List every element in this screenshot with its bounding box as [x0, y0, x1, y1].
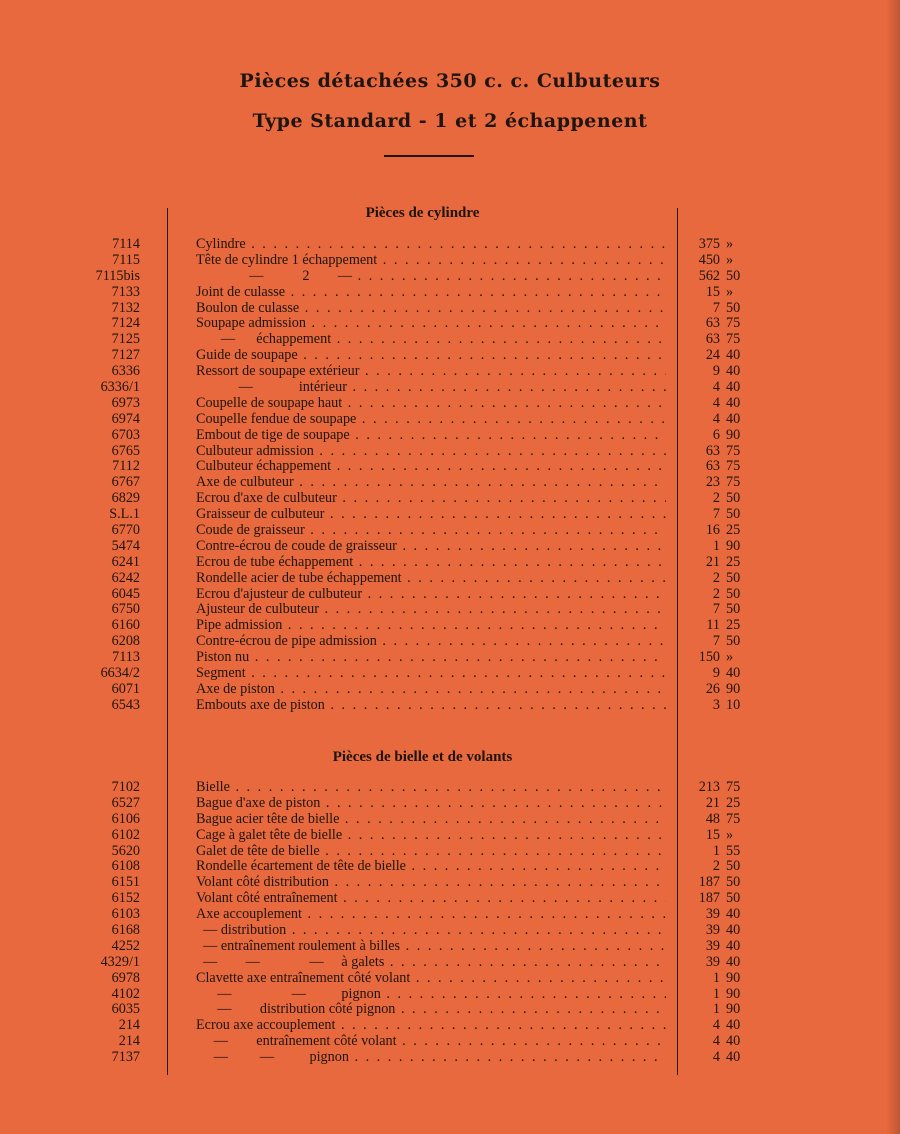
part-description: — entraînement côté volant . . . — [196, 1034, 666, 1050]
price-centimes: 40 — [726, 410, 741, 427]
price-francs: 187 — [698, 874, 720, 891]
price-francs: 11 — [706, 617, 720, 634]
price-francs: 2 — [712, 858, 720, 875]
table-row — [0, 428, 900, 444]
table-row — [0, 412, 900, 428]
price-centimes: 40 — [726, 665, 741, 682]
table-row — [0, 875, 900, 891]
part-number: 6108 — [111, 858, 140, 875]
price-centimes: » — [726, 236, 734, 252]
table-row — [0, 666, 900, 682]
part-description: Galet de tête de bielle . . . — [196, 844, 666, 860]
table-row — [0, 844, 900, 860]
part-description: Ecrou axe accouplement . . . — [196, 1018, 666, 1034]
part-number: 4329/1 — [100, 953, 140, 970]
price-centimes: 75 — [726, 331, 741, 348]
part-number: 7124 — [111, 315, 140, 332]
price-francs: 63 — [705, 458, 720, 475]
price-francs: 2 — [712, 569, 720, 586]
table-row — [0, 780, 900, 796]
price-centimes: 50 — [726, 267, 741, 284]
price-centimes: 75 — [726, 474, 741, 491]
part-number: 7102 — [111, 779, 140, 795]
table-row — [0, 491, 900, 507]
price-centimes: 40 — [726, 937, 741, 954]
price-centimes: » — [726, 283, 734, 300]
part-description: Bague d'axe de piston . . . — [196, 796, 666, 812]
table-row — [0, 539, 900, 555]
part-description: Axe de piston . . . — [196, 682, 666, 698]
table-row — [0, 348, 900, 364]
table-row — [0, 1018, 900, 1034]
price-centimes: 25 — [726, 617, 741, 634]
table-row — [0, 459, 900, 475]
price-francs: 39 — [705, 937, 720, 954]
price-francs: 6 — [712, 426, 720, 443]
part-number: 6767 — [111, 474, 140, 491]
price-francs: 1 — [712, 537, 720, 554]
price-centimes: 40 — [726, 363, 741, 380]
price-centimes: 75 — [726, 779, 741, 795]
part-number: 214 — [118, 1017, 140, 1034]
table-row — [0, 987, 900, 1003]
price-francs: 7 — [712, 633, 720, 650]
price-centimes: 25 — [726, 522, 741, 539]
part-number: 6765 — [111, 442, 140, 459]
price-francs: 7 — [712, 299, 720, 316]
part-description: Volant côté distribution . . . — [196, 875, 666, 891]
price-centimes: 90 — [726, 985, 741, 1002]
price-centimes: 50 — [726, 569, 741, 586]
title-divider — [384, 155, 474, 157]
part-description: — 2 — . . . — [196, 269, 666, 285]
price-centimes: 50 — [726, 858, 741, 875]
table-row — [0, 396, 900, 412]
price-francs: 4 — [712, 379, 720, 396]
page-subtitle: Type Standard - 1 et 2 échappenent — [252, 110, 648, 132]
price-francs: 7 — [712, 601, 720, 618]
price-francs: 562 — [698, 267, 720, 284]
part-description: Embout de tige de soupape . . . — [196, 428, 666, 444]
table-row — [0, 650, 900, 666]
part-description: Graisseur de culbuteur . . . — [196, 507, 666, 523]
table-row — [0, 316, 900, 332]
price-francs: 1 — [712, 985, 720, 1002]
part-description: Axe de culbuteur . . . — [196, 475, 666, 491]
price-centimes: 10 — [726, 696, 741, 713]
part-description: Embouts axe de piston . . . — [196, 698, 666, 714]
price-francs: 2 — [712, 490, 720, 507]
price-francs: 63 — [705, 331, 720, 348]
part-description: Clavette axe entraînement côté volant . . . — [196, 971, 666, 987]
part-number: 7127 — [111, 347, 140, 364]
price-francs: 23 — [705, 474, 720, 491]
table-row — [0, 923, 900, 939]
part-description: Joint de culasse . . . — [196, 285, 666, 301]
price-centimes: 50 — [726, 601, 741, 618]
part-number: 6974 — [111, 410, 140, 427]
part-number: 5620 — [111, 842, 140, 859]
price-centimes: 90 — [726, 537, 741, 554]
price-centimes: 50 — [726, 874, 741, 891]
part-number: 6152 — [111, 890, 140, 907]
part-description: Pipe admission . . . — [196, 618, 666, 634]
part-number: S.L.1 — [109, 506, 140, 523]
price-centimes: 40 — [726, 922, 741, 939]
part-number: 6543 — [111, 696, 140, 713]
part-number: 6151 — [111, 874, 140, 891]
price-francs: 24 — [705, 347, 720, 364]
table-row — [0, 444, 900, 460]
part-number: 7112 — [112, 458, 140, 475]
table-row — [0, 364, 900, 380]
price-francs: 1 — [712, 1001, 720, 1018]
price-francs: 9 — [712, 363, 720, 380]
price-francs: 9 — [712, 665, 720, 682]
part-number: 6035 — [111, 1001, 140, 1018]
price-francs: 15 — [705, 826, 720, 843]
table-row — [0, 301, 900, 317]
table-row — [0, 1002, 900, 1018]
price-centimes: 40 — [726, 394, 741, 411]
table-row — [0, 955, 900, 971]
part-description: Rondelle acier de tube échappement . . . — [196, 571, 666, 587]
price-francs: 7 — [712, 506, 720, 523]
price-francs: 213 — [698, 779, 720, 795]
part-description: Coupelle de soupape haut . . . — [196, 396, 666, 412]
part-number: 6103 — [111, 906, 140, 923]
price-centimes: 50 — [726, 890, 741, 907]
table-row — [0, 796, 900, 812]
table-row — [0, 507, 900, 523]
table-row — [0, 253, 900, 269]
table-row — [0, 698, 900, 714]
price-centimes: 50 — [726, 585, 741, 602]
part-number: 7125 — [111, 331, 140, 348]
price-centimes: 50 — [726, 506, 741, 523]
price-centimes: 25 — [726, 553, 741, 570]
table-row — [0, 812, 900, 828]
table-row — [0, 380, 900, 396]
section-heading-connecting-rod: Pièces de bielle et de volants — [332, 749, 513, 765]
price-centimes: » — [726, 649, 734, 666]
table-row — [0, 634, 900, 650]
price-centimes: 90 — [726, 680, 741, 697]
part-number: 6978 — [111, 969, 140, 986]
table-row — [0, 237, 900, 253]
table-row — [0, 555, 900, 571]
part-number: 5474 — [111, 537, 140, 554]
part-description: — échappement . . . — [196, 332, 666, 348]
price-centimes: 75 — [726, 810, 741, 827]
part-description: Ecrou de tube échappement . . . — [196, 555, 666, 571]
table-row — [0, 828, 900, 844]
table-row — [0, 475, 900, 491]
part-number: 7115bis — [95, 267, 140, 284]
table-row — [0, 332, 900, 348]
part-description: Cylindre . . . — [196, 237, 666, 253]
price-francs: 26 — [705, 680, 720, 697]
price-centimes: 90 — [726, 1001, 741, 1018]
part-description: — intérieur . . . — [196, 380, 666, 396]
part-number: 7115 — [112, 251, 140, 268]
part-description: Bague acier tête de bielle . . . — [196, 812, 666, 828]
price-centimes: 50 — [726, 490, 741, 507]
page-title: Pièces détachées 350 c. c. Culbuteurs — [239, 70, 661, 92]
price-centimes: 40 — [726, 1049, 741, 1066]
price-francs: 39 — [705, 922, 720, 939]
part-description: — — pignon . . . — [196, 1050, 666, 1066]
parts-table-connecting-rod — [0, 780, 900, 1066]
part-description: Volant côté entraînement . . . — [196, 891, 666, 907]
price-centimes: 90 — [726, 426, 741, 443]
price-francs: 1 — [712, 842, 720, 859]
price-francs: 39 — [705, 906, 720, 923]
price-centimes: 40 — [726, 953, 741, 970]
part-description: — — pignon . . . — [196, 987, 666, 1003]
part-description: Bielle . . . — [196, 780, 666, 796]
part-description: — distribution . . . — [196, 923, 666, 939]
price-francs: 4 — [712, 1033, 720, 1050]
price-francs: 63 — [705, 442, 720, 459]
price-francs: 450 — [698, 251, 720, 268]
part-description: Contre-écrou de coude de graisseur . . . — [196, 539, 666, 555]
part-number: 6071 — [111, 680, 140, 697]
price-francs: 375 — [698, 236, 720, 252]
part-description: Boulon de culasse . . . — [196, 301, 666, 317]
price-francs: 21 — [705, 794, 720, 811]
part-description: Piston nu . . . — [196, 650, 666, 666]
price-francs: 4 — [712, 410, 720, 427]
price-francs: 187 — [698, 890, 720, 907]
price-francs: 48 — [705, 810, 720, 827]
price-centimes: » — [726, 826, 734, 843]
part-description: Culbuteur échappement . . . — [196, 459, 666, 475]
part-number: 6770 — [111, 522, 140, 539]
table-row — [0, 269, 900, 285]
price-centimes: 40 — [726, 1033, 741, 1050]
part-description: Contre-écrou de pipe admission . . . — [196, 634, 666, 650]
table-row — [0, 571, 900, 587]
price-centimes: 90 — [726, 969, 741, 986]
part-number: 6336/1 — [100, 379, 140, 396]
price-centimes: 55 — [726, 842, 741, 859]
part-number: 6829 — [111, 490, 140, 507]
table-row — [0, 891, 900, 907]
part-description: Ressort de soupape extérieur . . . — [196, 364, 666, 380]
part-number: 6973 — [111, 394, 140, 411]
part-number: 6634/2 — [100, 665, 140, 682]
part-number: 214 — [118, 1033, 140, 1050]
part-number: 7137 — [111, 1049, 140, 1066]
price-francs: 16 — [705, 522, 720, 539]
part-description: Ecrou d'ajusteur de culbuteur . . . — [196, 587, 666, 603]
price-francs: 1 — [712, 969, 720, 986]
price-francs: 4 — [712, 1049, 720, 1066]
part-number: 6045 — [111, 585, 140, 602]
part-number: 6102 — [111, 826, 140, 843]
part-description: Ajusteur de culbuteur . . . — [196, 602, 666, 618]
table-row — [0, 939, 900, 955]
price-francs: 15 — [705, 283, 720, 300]
part-number: 7132 — [111, 299, 140, 316]
price-francs: 39 — [705, 953, 720, 970]
table-row — [0, 618, 900, 634]
price-centimes: 50 — [726, 299, 741, 316]
part-number: 4252 — [111, 937, 140, 954]
part-number: 6168 — [111, 922, 140, 939]
table-row — [0, 1034, 900, 1050]
part-number: 6160 — [111, 617, 140, 634]
parts-table-cylinder — [0, 237, 900, 714]
part-description: Culbuteur admission . . . — [196, 444, 666, 460]
part-number: 7114 — [112, 236, 140, 252]
price-centimes: 40 — [726, 906, 741, 923]
price-francs: 3 — [712, 696, 720, 713]
part-description: Segment . . . — [196, 666, 666, 682]
price-francs: 63 — [705, 315, 720, 332]
price-francs: 2 — [712, 585, 720, 602]
price-centimes: 75 — [726, 458, 741, 475]
price-francs: 21 — [705, 553, 720, 570]
part-number: 6106 — [111, 810, 140, 827]
price-centimes: 40 — [726, 1017, 741, 1034]
part-description: Soupape admission . . . — [196, 316, 666, 332]
table-row — [0, 587, 900, 603]
table-row — [0, 907, 900, 923]
table-row — [0, 285, 900, 301]
part-description: — distribution côté pignon . . . — [196, 1002, 666, 1018]
price-centimes: 75 — [726, 315, 741, 332]
part-description: Ecrou d'axe de culbuteur . . . — [196, 491, 666, 507]
part-number: 6241 — [111, 553, 140, 570]
part-number: 7113 — [112, 649, 140, 666]
part-description: Guide de soupape . . . — [196, 348, 666, 364]
part-number: 6527 — [111, 794, 140, 811]
part-number: 6208 — [111, 633, 140, 650]
price-francs: 150 — [698, 649, 720, 666]
price-centimes: 50 — [726, 633, 741, 650]
part-number: 4102 — [111, 985, 140, 1002]
price-centimes: 40 — [726, 379, 741, 396]
part-number: 6703 — [111, 426, 140, 443]
table-row — [0, 602, 900, 618]
part-description: Tête de cylindre 1 échappement . . . — [196, 253, 666, 269]
price-centimes: 75 — [726, 442, 741, 459]
table-row — [0, 1050, 900, 1066]
part-number: 6750 — [111, 601, 140, 618]
price-centimes: 25 — [726, 794, 741, 811]
part-description: — — — à galets . . . — [196, 955, 666, 971]
price-francs: 4 — [712, 1017, 720, 1034]
price-centimes: » — [726, 251, 734, 268]
table-row — [0, 971, 900, 987]
table-row — [0, 682, 900, 698]
table-row — [0, 523, 900, 539]
part-description: Rondelle écartement de tête de bielle . . . — [196, 859, 666, 875]
part-number: 6336 — [111, 363, 140, 380]
table-row — [0, 859, 900, 875]
part-description: Axe accouplement . . . — [196, 907, 666, 923]
part-description: Cage à galet tête de bielle . . . — [196, 828, 666, 844]
price-francs: 4 — [712, 394, 720, 411]
part-description: — entraînement roulement à billes . . . — [196, 939, 666, 955]
section-heading-cylinder: Pièces de cylindre — [365, 205, 480, 221]
part-number: 6242 — [111, 569, 140, 586]
part-description: Coupelle fendue de soupape . . . — [196, 412, 666, 428]
part-description: Coude de graisseur . . . — [196, 523, 666, 539]
part-number: 7133 — [111, 283, 140, 300]
price-centimes: 40 — [726, 347, 741, 364]
